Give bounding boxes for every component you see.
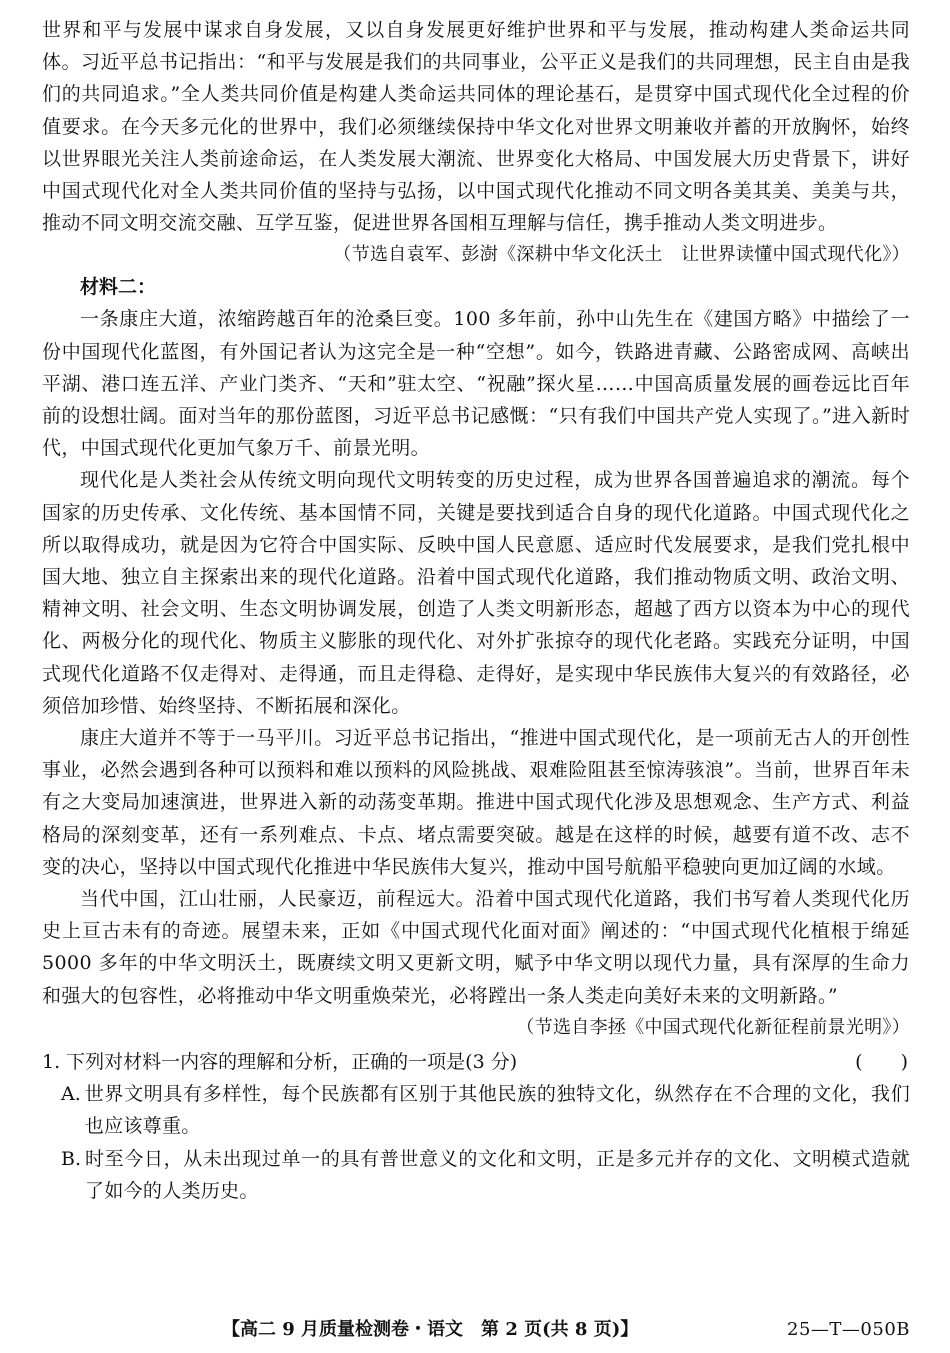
option-b-label: B. — [61, 1147, 82, 1170]
material-two-paragraph-4: 当代中国，江山壮丽，人民豪迈，前程远大。沿着中国式现代化道路，我们书写着人类现代化历史上亘古未有的奇迹。展望未来，正如《中国式现代化面对面》阐述的：“中国式现代化植根于绵延 5000 多年的中华文明沃土，既赓续文明又更新文明，赋予中华文明以现代力量，具有深厚的生命力和强大的包容性，必将推动中华文明重焕荣光，必将蹚出一条人类走向美好未来的文明新路。” — [42, 888, 910, 1007]
option-a — [42, 1078, 910, 1143]
option-b — [42, 1143, 910, 1208]
material-one-paragraph: 世界和平与发展中谋求自身发展，又以自身发展更好维护世界和平与发展，推动构建人类命运共同体。习近平总书记指出：“和平与发展是我们的共同事业，公平正义是我们的共同理想，民主自由是我们的共同追求。”全人类共同价值是构建人类命运共同体的理论基石，是贯穿中国式现代化全过程的价值要求。在今天多元化的世界中，我们必须继续保持中华文化对世界文明兼收并蓄的开放胸怀，始终以世界眼光关注人类前途命运，在人类发展大潮流、世界变化大格局、中国发展大历史背景下，讲好中国式现代化对全人类共同价值的坚持与弘扬，以中国式现代化推动不同文明各美其美、美美与共，推动不同文明交流交融、互学互鉴，促进世界各国相互理解与信任，携手推动人类文明进步。 — [42, 19, 910, 235]
option-b-text: 时至今日，从未出现过单一的具有普世意义的文化和文明，正是多元并存的文化、文明模式造就了如今的人类历史。 — [85, 1147, 910, 1203]
material-two-paragraph-3: 康庄大道并不等于一马平川。习近平总书记指出，“推进中国式现代化，是一项前无古人的开创性事业，必然会遇到各种可以预料和难以预料的风险挑战、艰难险阻甚至惊涛骇浪”。当前，世界百年未有之大变局加速演进，世界进入新的动荡变革期。推进中国式现代化涉及思想观念、生产方式、利益格局的深刻变革，还有一系列难点、卡点、堵点需要突破。越是在这样的时候，越要有道不改、志不变的决心，坚持以中国式现代化推进中华民族伟大复兴，推动中国号航船平稳驶向更加辽阔的水域。 — [42, 727, 910, 878]
answer-bracket: ( ) — [855, 1050, 908, 1073]
material-two-source: （节选自李拯《中国式现代化新征程前景光明》） — [516, 1016, 910, 1038]
exam-page — [42, 14, 910, 1208]
footer-title: 【高二 9 月质量检测卷・语文 第 2 页(共 8 页)】 — [222, 1319, 639, 1340]
option-a-text: 世界文明具有多样性，每个民族都有区别于其他民族的独特文化，纵然存在不合理的文化，我们也应该尊重。 — [84, 1082, 910, 1138]
material-two-paragraph-2: 现代化是人类社会从传统文明向现代文明转变的历史过程，成为世界各国普遍追求的潮流。每个国家的历史传承、文化传统、基本国情不同，关键是要找到适合自身的现代化道路。中国式现代化之所以取得成功，就是因为它符合中国实际、反映中国人民意愿、适应时代发展要求，是我们党扎根中国大地、独立自主探索出来的现代化道路。沿着中国式现代化道路，我们推动物质文明、政治文明、精神文明、社会文明、生态文明协调发展，创造了人类文明新形态，超越了西方以资本为中心的现代化、两极分化的现代化、物质主义膨胀的现代化、对外扩张掠夺的现代化老路。实践充分证明，中国式现代化道路不仅走得对、走得通，而且走得稳、走得好，是实现中华民族伟大复兴的有效路径，必须倍加珍惜、始终坚持、不断拓展和深化。 — [42, 469, 910, 717]
option-a-label: A. — [61, 1082, 81, 1105]
footer-exam-code: 25—T—050B — [787, 1319, 910, 1340]
material-two-paragraph-1: 一条康庄大道，浓缩跨越百年的沧桑巨变。100 多年前，孙中山先生在《建国方略》中描绘了一份中国现代化蓝图，有外国记者认为这完全是一种“空想”。如今，铁路进青藏、公路密成网、高峡出平湖、港口连五洋、产业门类齐、“天和”驻太空、“祝融”探火星……中国高质量发展的画卷远比百年前的设想壮阔。面对当年的那份蓝图，习近平总书记感慨：“只有我们中国共产党人实现了。”进入新时代，中国式现代化更加气象万千、前景光明。 — [42, 308, 910, 460]
material-one-source: （节选自袁军、彭澍《深耕中华文化沃土 让世界读懂中国式现代化》） — [333, 244, 910, 266]
question-1 — [42, 1046, 910, 1078]
question-1-stem: 1. 下列对材料一内容的理解和分析，正确的一项是(3 分) — [42, 1050, 518, 1073]
material-two-heading: 材料二： — [80, 276, 157, 299]
